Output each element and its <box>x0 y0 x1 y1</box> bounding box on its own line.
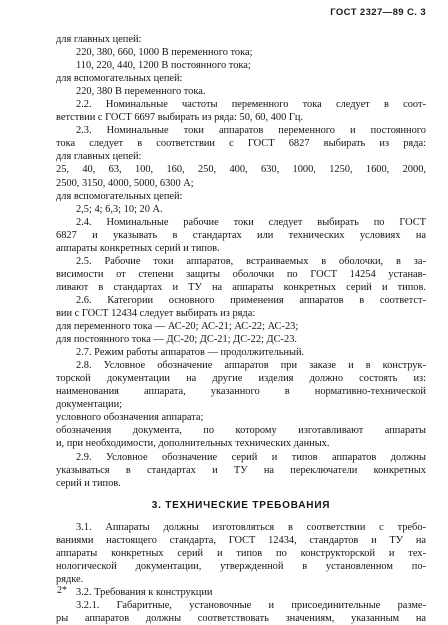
text-line: для вспомогательных цепей: <box>56 73 183 85</box>
stamp-line <box>311 25 361 28</box>
text-line: ветствии с ГОСТ 6697 выбирать из ряда: 50, 60, 400 Гц. <box>56 112 304 124</box>
page-header: ГОСТ 2327—89 С. 3 <box>330 7 426 18</box>
text-line: 2.6. Категории основного применения аппаратов в соответст- <box>76 294 426 306</box>
text-line: 2.9. Условное обозначение серий и типов аппаратов должны <box>76 451 426 463</box>
text-line: 3.2.1. Габаритные, установочные и присоединительные разме- <box>76 599 426 611</box>
text-line: нологической документации, утвержденной в установленном по- <box>56 560 426 572</box>
text-line: аппараты конкретных серий и типов по конструкторской и тех- <box>56 547 426 559</box>
text-line: вии с ГОСТ 12434 следует выбирать из ряда: <box>56 307 256 319</box>
text-line: обозначения документа, по которому изготавливают аппараты <box>56 425 426 437</box>
text-line: 2.5. Рабочие токи аппаратов, встраиваемых в оболочки, в за- <box>76 255 426 267</box>
text-line: 220, 380, 660, 1000 В переменного тока; <box>76 47 253 59</box>
text-line: 2.2. Номинальные частоты переменного тока следует в соот- <box>76 99 426 111</box>
text-line: 110, 220, 440, 1200 В постоянного тока; <box>76 60 251 72</box>
text-line: 220, 380 В переменного тока. <box>76 86 206 98</box>
text-line: условного обозначения аппарата; <box>56 412 204 424</box>
text-line: серий и типов. <box>56 477 121 489</box>
text-line: для переменного тока — АС-20; АС-21; АС-22; АС-23; <box>56 321 299 333</box>
text-line: рядке. <box>56 573 84 585</box>
text-line: висимости от степени защиты оболочки по ГОСТ 14254 устанав- <box>56 268 426 280</box>
text-line: торской документации на другие изделия должно состоять из: <box>56 373 426 385</box>
text-line: аппараты конкретных серий и типов. <box>56 242 220 254</box>
text-line: 2500, 3150, 4000, 5000, 6300 А; <box>56 177 194 189</box>
text-line: 3.1. Аппараты должны изготовляться в соответствии с требо- <box>76 521 426 533</box>
text-line: 25, 40, 63, 100, 160, 250, 400, 630, 1000, 1250, 1600, 2000, <box>56 164 426 176</box>
text-line: 2,5; 4; 6,3; 10; 20 А. <box>76 203 163 215</box>
text-line: ливают в стандартах и ТУ на аппараты конкретных серий и типов. <box>56 281 426 293</box>
document-body <box>56 33 426 625</box>
text-line: 6827 и указывать в стандартах или технических условиях на <box>56 229 426 241</box>
text-line: 2.8. Условное обозначение аппаратов при заказе и в конструк- <box>76 360 426 372</box>
text-line: документации; <box>56 399 123 411</box>
text-line: для вспомогательных цепей: <box>56 190 183 202</box>
stamp-line <box>311 25 361 28</box>
text-line: тока следует в соответствии с ГОСТ 6827 выбирать из ряда: <box>56 138 426 150</box>
text-line: для постоянного тока — ДС-20; ДС-21; ДС-22; ДС-23. <box>56 334 297 346</box>
text-line: для главных цепей: <box>56 34 142 45</box>
text-line: 2.3. Номинальные токи аппаратов переменного и постоянного <box>76 125 426 137</box>
stamp-line <box>311 25 361 28</box>
text-line: для главных цепей: <box>56 151 142 163</box>
text-line: 2.7. Режим работы аппаратов — продолжительный. <box>76 347 305 359</box>
subsection-heading: 3.2. Требования к конструкции <box>76 586 213 598</box>
text-line: и, при необходимости, дополнительных технических данных. <box>56 438 330 450</box>
text-line: указываться в стандартах и ТУ на переключатели конкретных <box>56 464 426 476</box>
text-line: наименования аппарата, указанного в нормативно-технической <box>56 386 426 398</box>
text-line: 2.4. Номинальные рабочие токи следует выбирать по ГОСТ <box>76 216 426 228</box>
text-line: ваниями настоящего стандарта, ГОСТ 12434, стандартов и ТУ на <box>56 534 426 546</box>
section-heading: 3. ТЕХНИЧЕСКИЕ ТРЕБОВАНИЯ <box>151 499 331 511</box>
text-line: ры аппаратов должны соответствовать значениям, указанным на <box>56 613 426 625</box>
signature-mark: 2* <box>57 585 67 596</box>
